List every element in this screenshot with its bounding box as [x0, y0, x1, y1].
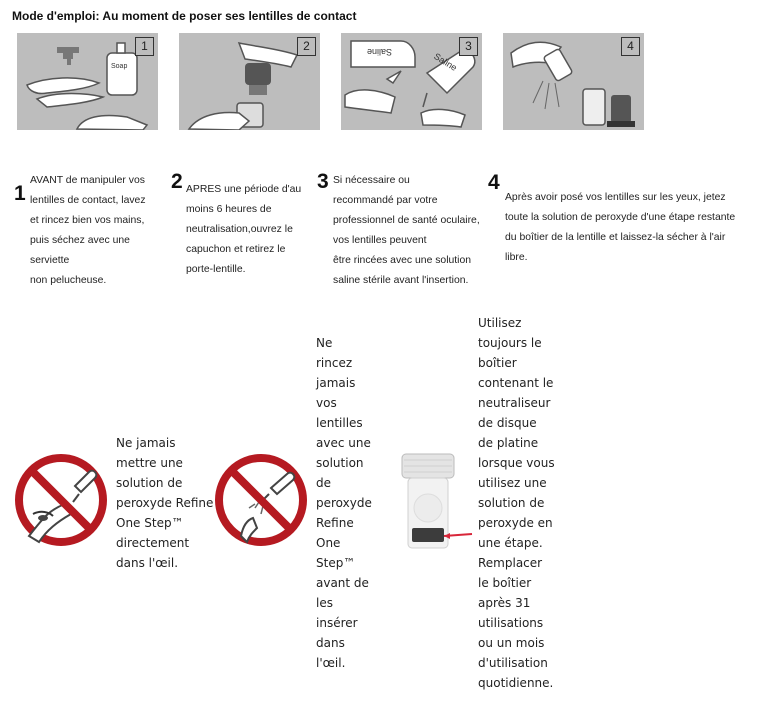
step-4-illustration	[503, 33, 644, 130]
step-4-text: Après avoir posé vos lentilles sur les yeux, jetez toute la solution de peroxyde d'une étape restante du boîtier de la lentille et laissez-la sécher à l'air libre.	[505, 192, 736, 263]
lens-case-icon	[396, 450, 476, 554]
no-rinse-icon	[213, 452, 309, 548]
step-3-number: 3	[317, 170, 329, 193]
step-1-illustration	[17, 33, 158, 130]
step-3-illustration	[341, 33, 482, 130]
saline-label: Saline	[367, 47, 393, 57]
panel-number: 3	[459, 37, 478, 56]
step-4-number: 4	[488, 171, 500, 194]
warning-case-text: Utilisez toujours le boîtier contenant le neutraliseur de disque de platine lorsque vous utilisez une solution de peroxyde en une étape. Remplacer le boîtier après 31 utilisations ou un mois d'utilisation quotidienne.	[478, 316, 555, 690]
warning-no-eye-text: Ne jamais mettre une solution de peroxyde Refine One Step™ directement dans l'œil.	[116, 436, 214, 570]
step-1-number: 1	[14, 182, 26, 205]
step-2-illustration	[179, 33, 320, 130]
page-title: Mode d'emploi: Au moment de poser ses lentilles de contact	[12, 9, 357, 23]
step-2-text: APRES une période d'au moins 6 heures de neutralisation,ouvrez le capuchon et retirez le porte-lentille.	[186, 184, 302, 275]
panel-number: 1	[135, 37, 154, 56]
saline-label-2: Saline	[432, 51, 459, 73]
step-3-text: Si nécessaire ou recommandé par votre professionnel de santé oculaire, vos lentilles peuvent être rincées avec une solution saline stérile avant l'insertion.	[333, 175, 480, 286]
step-2-number: 2	[171, 170, 183, 193]
warning-no-rinse-text: Ne rincez jamais vos lentilles avec une solution de peroxyde Refine One Step™ avant de les insérer dans l'œil.	[316, 336, 372, 670]
no-eye-drop-icon	[13, 452, 109, 548]
panel-number: 4	[621, 37, 640, 56]
soap-label: Soap	[111, 63, 128, 70]
step-1-text: AVANT de manipuler vos lentilles de contact, lavez et rincez bien vos mains, puis séchez avec une serviette non pelucheuse.	[30, 175, 146, 286]
panel-number: 2	[297, 37, 316, 56]
